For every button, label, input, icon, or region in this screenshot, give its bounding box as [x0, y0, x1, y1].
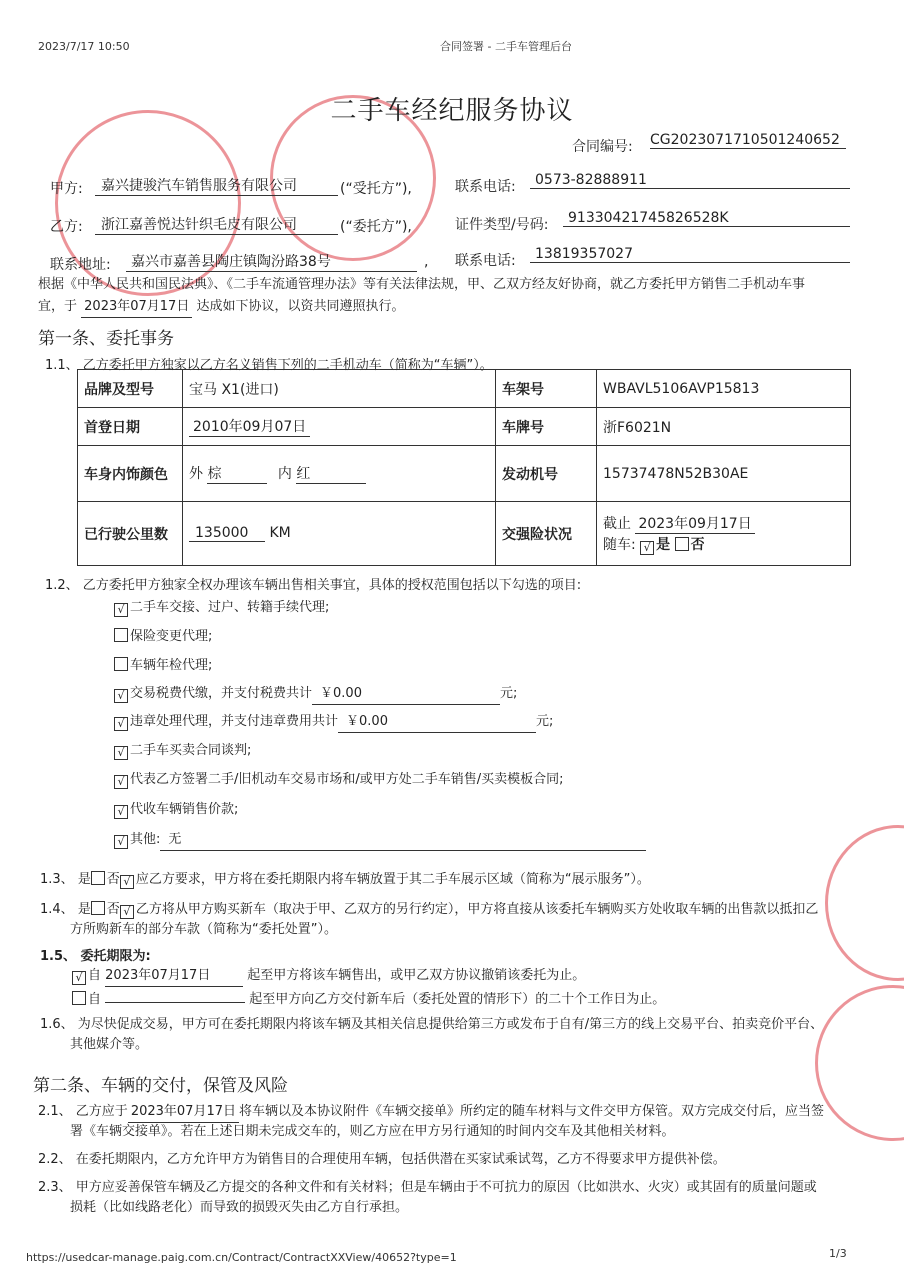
clause-1-5-option-1: [72, 966, 585, 987]
seam-seal-lower: [815, 985, 904, 1141]
auth-item-checkbox[interactable]: √: [114, 689, 128, 703]
auth-item-label: 二手车买卖合同谈判;: [130, 743, 252, 758]
auth-item-label: 代收车辆销售价款;: [130, 802, 239, 817]
mileage-unit: KM: [269, 525, 291, 541]
brand-value: 宝马 X1(进口): [183, 370, 496, 408]
engine-label: 发动机号: [496, 446, 597, 502]
term-option-1-text: 起至甲方将该车辆售出，或甲乙双方协议撤销该委托为止。: [247, 968, 586, 983]
party-b-phone-label: 联系电话:: [455, 253, 516, 269]
auth-item-label: 车辆年检代理;: [130, 658, 213, 673]
ins-no-label: 否: [690, 536, 705, 553]
auth-item-checkbox[interactable]: √: [114, 603, 128, 617]
ins-yes-checkbox[interactable]: √: [640, 541, 654, 555]
auth-item-checkbox[interactable]: √: [114, 835, 128, 849]
engine-value: 15737478N52B30AE: [597, 446, 851, 502]
regdate-cell: [183, 408, 496, 446]
address-end: ,: [424, 254, 429, 270]
term-option-1-from: 自: [88, 968, 102, 983]
color-in-value: 红: [296, 463, 366, 484]
auth-item: [114, 712, 553, 733]
vin-label: 车架号: [496, 370, 597, 408]
clause-1-4-line-1: 乙方将从甲方购买新车（取决于甲、乙双方的另行约定），甲方将直接从该委托车辆购买方处收取车辆的出售款以抵扣乙: [135, 902, 819, 917]
ins-until-value: 2023年09月17日: [635, 513, 754, 534]
auth-item-label: 保险变更代理;: [130, 629, 213, 644]
auth-item: [114, 684, 517, 705]
section-1-title: 第一条、委托事务: [38, 329, 174, 349]
clause-1-4-yes-checkbox[interactable]: [91, 901, 105, 915]
ins-until-label: 截止: [603, 515, 631, 532]
clause-1-4-num: 1.4、: [40, 902, 74, 917]
clause-2-1-b: 将车辆以及本协议附件《车辆交接单》所约定的随车材料与文件交甲方保管。双方完成交付后，应当签: [238, 1104, 824, 1119]
auth-item-checkbox[interactable]: √: [114, 775, 128, 789]
term-option-2-from: 自: [88, 992, 102, 1007]
clause-1-6-line-1: 1.6、 为尽快促成交易，甲方可在委托期限内将该车辆及其相关信息提供给第三方或发布于自有/第三方的线上交易平台、拍卖竞价平台、: [40, 1017, 824, 1032]
auth-item-checkbox[interactable]: [114, 628, 128, 642]
term-option-2-date-blank: [105, 986, 245, 1003]
clause-1-3-text: 应乙方要求，甲方将在委托期限内将车辆放置于其二手车展示区域（简称为“展示服务”）。: [135, 872, 650, 887]
mileage-value: 135000: [189, 525, 265, 542]
clause-1-2: 1.2、 乙方委托甲方独家全权办理该车辆出售相关事宜，具体的授权范围包括以下勾选的项目:: [45, 578, 582, 593]
clause-2-1-line-2: 署《车辆交接单》。若在上述日期未完成交车的，则乙方应在甲方另行通知的时间内交车及其他相关材料。: [70, 1124, 675, 1139]
clause-1-3-no: 否: [106, 872, 120, 887]
auth-item: [114, 770, 564, 790]
auth-item-label: 代表乙方签署二手/旧机动车交易市场和/或甲方处二手车销售/买卖模板合同;: [130, 772, 564, 787]
section-2-title: 第二条、车辆的交付，保管及风险: [33, 1076, 288, 1096]
regdate-value: 2010年09月07日: [189, 416, 310, 437]
auth-item-unit: 元;: [536, 714, 554, 729]
party-b-phone: 13819357027: [530, 246, 850, 263]
footer-url[interactable]: https://usedcar-manage.paig.com.cn/Contract/ContractXXView/40652?type=1: [26, 1251, 457, 1264]
color-out-label: 外: [189, 466, 203, 482]
auth-item-amount: ￥0.00: [338, 712, 536, 733]
party-b-name: 浙江嘉善悦达针织毛皮有限公司: [95, 214, 338, 235]
party-a-phone: 0573-82888911: [530, 172, 850, 189]
party-b-id: 91330421745826528K: [563, 210, 850, 227]
party-b-id-label: 证件类型/号码:: [455, 217, 549, 233]
color-cell: [183, 446, 496, 502]
color-out-value: 棕: [207, 463, 267, 484]
intro-line-2: [38, 297, 404, 318]
auth-item: [114, 830, 646, 851]
party-a-phone-label: 联系电话:: [455, 179, 516, 195]
contract-no-label: 合同编号:: [572, 139, 633, 155]
party-b-role: (“委托方”),: [340, 219, 412, 235]
auth-item-checkbox[interactable]: √: [114, 805, 128, 819]
clause-2-3-line-2: 损耗（比如线路老化）而导致的损毁灭失由乙方自行承担。: [70, 1200, 409, 1215]
vehicle-info-table: [77, 369, 851, 566]
auth-item: [114, 627, 212, 647]
clause-1-4-no: 否: [106, 902, 120, 917]
party-a-name: 嘉兴捷骏汽车销售服务有限公司: [95, 175, 338, 196]
party-b-label: 乙方:: [50, 219, 83, 235]
address-label: 联系地址:: [50, 257, 111, 273]
delivery-date: 2023年07月17日: [128, 1102, 239, 1123]
print-page-title: 合同签署 - 二手车管理后台: [440, 40, 572, 53]
clause-1-1: 1.1、 乙方委托甲方独家以乙方名义销售下列的二手机动车（简称为“车辆”）。: [45, 358, 493, 373]
clause-1-5-title: 1.5、 委托期限为:: [40, 949, 151, 964]
ins-no-checkbox[interactable]: [675, 537, 689, 551]
auth-item: [114, 800, 238, 820]
party-a-label: 甲方:: [50, 181, 83, 197]
clause-1-3-no-checkbox[interactable]: √: [120, 875, 134, 889]
clause-1-4-yes: 是: [77, 902, 91, 917]
party-a-role: (“受托方”),: [340, 181, 412, 197]
clause-2-1-line-1: [38, 1102, 824, 1123]
insurance-cell: [597, 502, 851, 566]
auth-item-checkbox[interactable]: [114, 657, 128, 671]
footer-page-number: 1/3: [829, 1247, 847, 1260]
auth-item-unit: 元;: [500, 686, 518, 701]
term-option-2-checkbox[interactable]: [72, 991, 86, 1005]
brand-label: 品牌及型号: [78, 370, 183, 408]
regdate-label: 首登日期: [78, 408, 183, 446]
plate-value: 浙F6021N: [597, 408, 851, 446]
auth-item-label: 交易税费代缴，并支付税费共计: [130, 686, 313, 701]
seam-seal-upper: [825, 825, 904, 981]
clause-2-1-a: 2.1、 乙方应于: [38, 1104, 128, 1119]
clause-2-3-line-1: 2.3、 甲方应妥善保管车辆及乙方提交的各种文件和有关材料；但是车辆由于不可抗力的原因（比如洪水、火灾）或其固有的质量问题或: [38, 1180, 817, 1195]
clause-1-4: [40, 900, 818, 920]
term-option-1-date: 2023年07月17日: [105, 966, 243, 987]
ins-yes-label: 是: [656, 536, 671, 553]
print-datetime: 2023/7/17 10:50: [38, 40, 130, 53]
mileage-label: 已行驶公里数: [78, 502, 183, 566]
term-option-2-text: 起至甲方向乙方交付新车后（委托处置的情形下）的二十个工作日为止。: [249, 992, 666, 1007]
contract-no-value: CG2023071710501240652: [650, 132, 846, 149]
auth-item-label: 其他:: [130, 832, 161, 847]
clause-1-5-option-2: [72, 986, 665, 1010]
insurance-label: 交强险状况: [496, 502, 597, 566]
document-title: 二手车经纪服务协议: [330, 96, 574, 126]
color-in-label: 内: [277, 466, 292, 482]
clause-1-6-line-2: 其他媒介等。: [70, 1037, 149, 1052]
agreement-date: 2023年07月17日: [81, 297, 192, 318]
clause-1-4-line-2: 方所购新车的部分车款（简称为“委托处置”）。: [70, 922, 337, 937]
plate-label: 车牌号: [496, 408, 597, 446]
auth-item-label: 违章处理代理，并支付违章费用共计: [130, 714, 339, 729]
intro-line-2a: 宜，于: [38, 299, 78, 314]
clause-1-3-yes: 是: [77, 872, 91, 887]
intro-line-1: 根据《中华人民共和国民法典》、《二手车流通管理办法》等有关法律法规，甲、乙双方经友好协商，就乙方委托甲方销售二手机动车事: [38, 277, 806, 292]
auth-item-checkbox[interactable]: √: [114, 746, 128, 760]
auth-item-label: 二手车交接、过户、转籍手续代理;: [130, 600, 330, 615]
clause-2-2: 2.2、 在委托期限内，乙方允许甲方为销售目的合理使用车辆，包括供潜在买家试乘试驾，乙方不得要求甲方提供补偿。: [38, 1152, 726, 1167]
clause-1-3: [40, 870, 650, 890]
clause-1-4-no-checkbox[interactable]: √: [120, 905, 134, 919]
term-option-1-checkbox[interactable]: √: [72, 971, 86, 985]
auth-item-checkbox[interactable]: √: [114, 717, 128, 731]
vin-value: WBAVL5106AVP15813: [597, 370, 851, 408]
color-label: 车身内饰颜色: [78, 446, 183, 502]
clause-1-3-yes-checkbox[interactable]: [91, 871, 105, 885]
auth-item-other-value: 无: [160, 830, 646, 851]
clause-1-3-num: 1.3、: [40, 872, 74, 887]
auth-item: [114, 741, 251, 761]
address-value: 嘉兴市嘉善县陶庄镇陶汾路38号: [126, 251, 417, 272]
auth-item: [114, 656, 212, 676]
auth-item: [114, 598, 329, 618]
auth-item-amount: ￥0.00: [312, 684, 500, 705]
ins-with-label: 随车:: [603, 536, 636, 553]
mileage-cell: [183, 502, 496, 566]
intro-line-2b: 达成如下协议，以资共同遵照执行。: [196, 299, 405, 314]
